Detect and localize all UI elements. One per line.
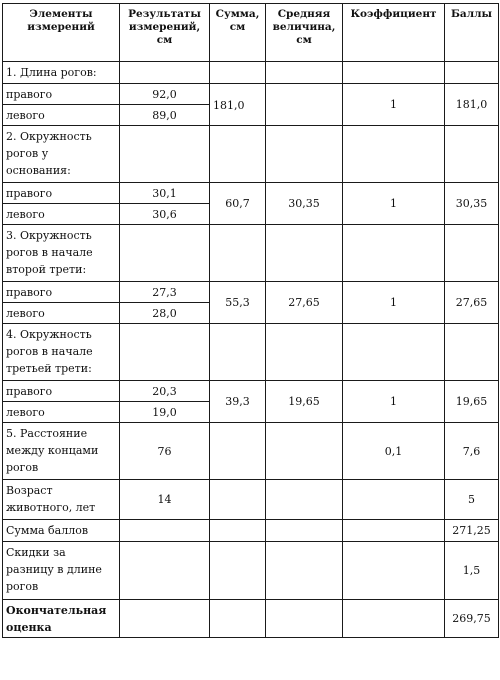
left-value: 89,0 [120,105,210,126]
header-results: Результаты измерений, см [120,4,210,62]
total-label: Сумма баллов [3,520,120,542]
table-row [3,423,499,480]
table-row [3,480,499,520]
age-points: 5 [445,480,499,520]
final-label: Окончательная оценка [3,600,120,638]
left-value: 28,0 [120,303,210,324]
table-row [3,84,499,105]
right-value: 27,3 [120,282,210,303]
table-row [3,183,499,204]
table-row [3,381,499,402]
right-label: правого [3,282,120,303]
left-label: левого [3,204,120,225]
average-value: 27,65 [266,282,343,324]
points-value: 30,35 [445,183,499,225]
section-title: 2. Окружность рогов у основания: [3,126,120,183]
points-value: 27,65 [445,282,499,324]
right-label: правого [3,84,120,105]
table-row [3,542,499,600]
right-value: 30,1 [120,183,210,204]
right-value: 20,3 [120,381,210,402]
table-row [3,282,499,303]
coefficient-value: 1 [343,183,445,225]
sum-value: 60,7 [210,183,266,225]
age-value: 14 [120,480,210,520]
distance-label: 5. Расстояние между концами рогов [3,423,120,480]
header-row [3,4,499,62]
distance-coefficient: 0,1 [343,423,445,480]
section-title: 1. Длина рогов: [3,62,120,84]
left-label: левого [3,402,120,423]
average-value: 30,35 [266,183,343,225]
left-value: 19,0 [120,402,210,423]
section-title-row [3,225,499,282]
header-sum: Сумма, см [210,4,266,62]
header-average: Средняя величина, см [266,4,343,62]
section-title: 4. Окружность рогов в начале третьей трети: [3,324,120,381]
section-title-row [3,126,499,183]
sum-value: 39,3 [210,381,266,423]
average-value [266,84,343,126]
section-title-row [3,324,499,381]
section-title-row [3,62,499,84]
table-row [3,600,499,638]
points-value: 19,65 [445,381,499,423]
left-label: левого [3,303,120,324]
coefficient-value: 1 [343,84,445,126]
points-value: 181,0 [445,84,499,126]
sum-value: 181,0 [210,84,266,126]
discount-points: 1,5 [445,542,499,600]
sum-value: 55,3 [210,282,266,324]
header-points: Баллы [445,4,499,62]
left-label: левого [3,105,120,126]
header-elements: Элементы измерений [3,4,120,62]
age-label: Возраст животного, лет [3,480,120,520]
distance-value: 76 [120,423,210,480]
header-coefficient: Коэффициент [343,4,445,62]
right-label: правого [3,183,120,204]
table-row [3,520,499,542]
right-value: 92,0 [120,84,210,105]
coefficient-value: 1 [343,282,445,324]
trophy-score-table [2,3,499,638]
discount-label: Скидки за разницу в длине рогов [3,542,120,600]
section-title: 3. Окружность рогов в начале второй трети: [3,225,120,282]
coefficient-value: 1 [343,381,445,423]
final-points: 269,75 [445,600,499,638]
total-points: 271,25 [445,520,499,542]
right-label: правого [3,381,120,402]
average-value: 19,65 [266,381,343,423]
left-value: 30,6 [120,204,210,225]
distance-points: 7,6 [445,423,499,480]
